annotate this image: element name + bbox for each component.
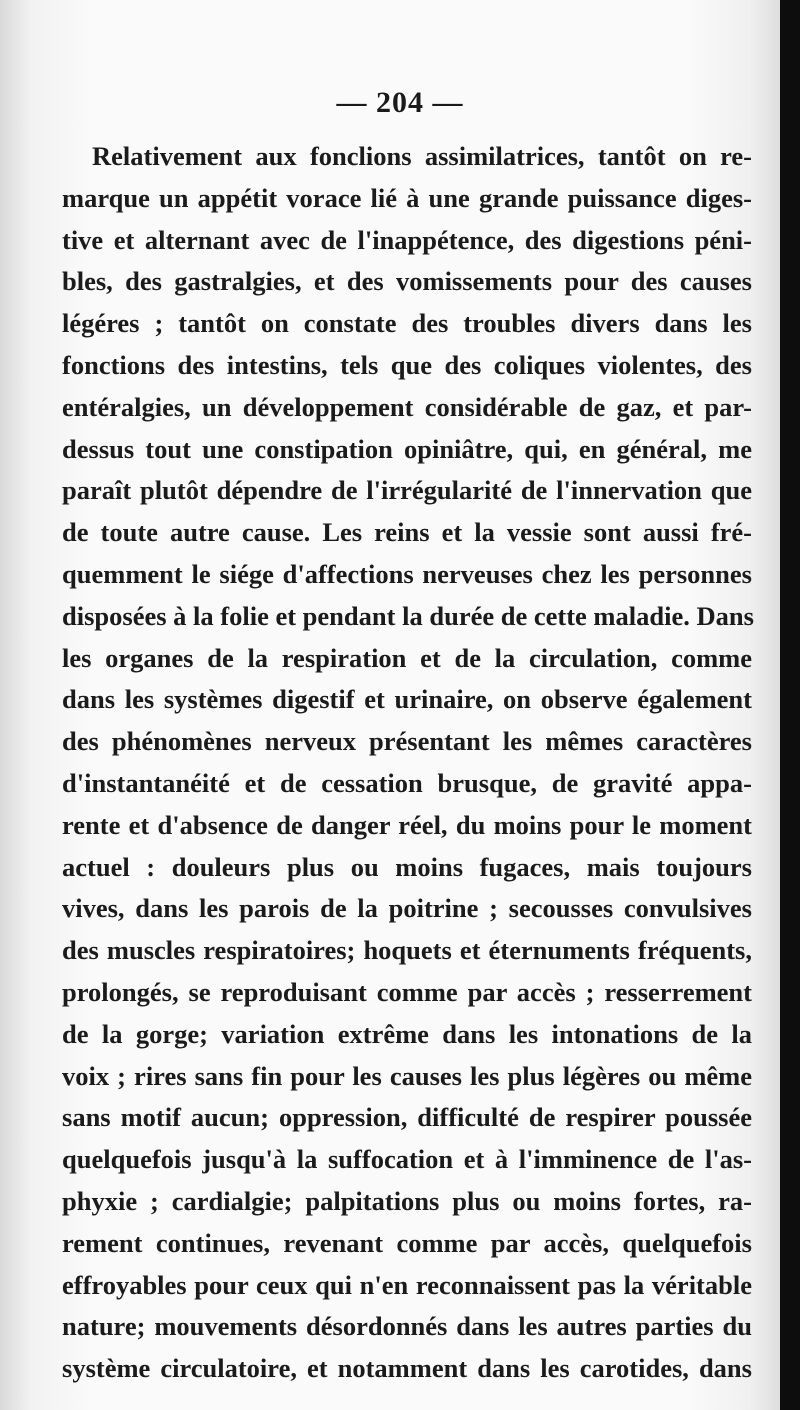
text-line: tive et alternant avec de l'inappétence, des digestions péni-: [62, 224, 752, 255]
text-line: des phénomènes nerveux présentant les mêmes caractères: [62, 726, 752, 757]
text-line: paraît plutôt dépendre de l'irrégularité de l'innervation que: [62, 475, 752, 506]
text-line: les organes de la respiration et de la circulation, comme: [62, 642, 752, 673]
text-line: système circulatoire, et notamment dans les carotides, dans: [62, 1353, 752, 1384]
text-line: voix ; rires sans fin pour les causes les plus légères ou même: [62, 1060, 752, 1091]
text-line: actuel : douleurs plus ou moins fugaces, mais toujours: [62, 851, 752, 882]
text-line: marque un appétit vorace lié à une grande puissance diges-: [62, 182, 752, 213]
text-line: bles, des gastralgies, et des vomissements pour des causes: [62, 266, 752, 297]
text-line: de toute autre cause. Les reins et la vessie sont aussi fré-: [62, 517, 752, 548]
text-line: effroyables pour ceux qui n'en reconnaissent pas la véritable: [62, 1269, 752, 1300]
text-line: rement continues, revenant comme par accès, quelquefois: [62, 1227, 752, 1258]
page-number: — 204 —: [336, 86, 464, 119]
text-line: légéres ; tantôt on constate des troubles divers dans les: [62, 308, 752, 339]
text-line: des muscles respiratoires; hoquets et éternuments fréquents,: [62, 935, 752, 966]
text-line: nature; mouvements désordonnés dans les autres parties du: [62, 1311, 752, 1342]
text-line: quemment le siége d'affections nerveuses chez les personnes: [62, 558, 752, 589]
text-line: rente et d'absence de danger réel, du moins pour le moment: [62, 809, 752, 840]
text-line: phyxie ; cardialgie; palpitations plus ou moins fortes, ra-: [62, 1185, 752, 1216]
body-paragraph: [62, 136, 752, 1390]
text-line: sans motif aucun; oppression, difficulté de respirer poussée: [62, 1102, 752, 1133]
text-line: Relativement aux fonclions assimilatrices, tantôt on re-: [92, 141, 752, 171]
text-line: prolongés, se reproduisant comme par accès ; resserrement: [62, 976, 752, 1007]
text-line: entéralgies, un développement considérable de gaz, et par-: [62, 391, 752, 422]
text-line: vives, dans les parois de la poitrine ; secousses convulsives: [62, 893, 752, 924]
page-edge-shadow: [780, 0, 800, 1410]
text-line: dessus tout une constipation opiniâtre, qui, en général, me: [62, 433, 752, 464]
text-line: quelquefois jusqu'à la suffocation et à l'imminence de l'as-: [62, 1144, 752, 1175]
text-line: de la gorge; variation extrême dans les intonations de la: [62, 1018, 752, 1049]
text-line: dans les systèmes digestif et urinaire, on observe également: [62, 684, 752, 715]
text-line: d'instantanéité et de cessation brusque, de gravité appa-: [62, 767, 752, 798]
text-line: disposées à la folie et pendant la durée de cette maladie. Dans: [62, 600, 754, 631]
text-line: fonctions des intestins, tels que des coliques violentes, des: [62, 349, 752, 380]
